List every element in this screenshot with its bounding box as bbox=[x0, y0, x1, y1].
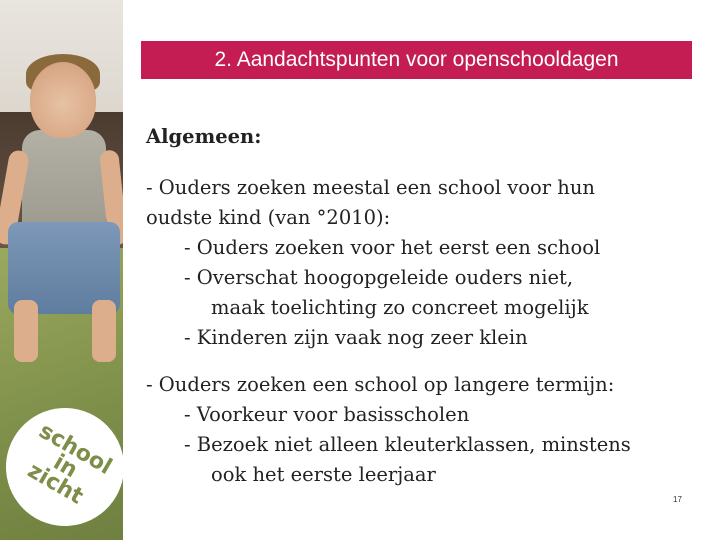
child-leg-shape bbox=[14, 300, 38, 362]
bullet-item: - Kinderen zijn vaak nog zeer klein bbox=[184, 326, 528, 349]
bullet-item: - Bezoek niet alleen kleuterklassen, minstens bbox=[184, 433, 631, 456]
child-face-shape bbox=[30, 62, 96, 138]
paragraph-line: - Ouders zoeken een school op langere termijn: bbox=[146, 373, 615, 396]
child-leg-shape bbox=[92, 300, 116, 362]
bullet-item: - Voorkeur voor basisscholen bbox=[184, 403, 470, 426]
slide-content bbox=[146, 122, 702, 490]
child-photo bbox=[0, 0, 123, 540]
bullet-continuation: maak toelichting zo concreet mogelijk bbox=[211, 296, 589, 319]
paragraph-line: - Ouders zoeken meestal een school voor hun bbox=[146, 176, 595, 199]
title-bar bbox=[141, 41, 692, 79]
bullet-item: - Overschat hoogopgeleide ouders niet, bbox=[184, 266, 574, 289]
section-heading: Algemeen: bbox=[146, 125, 262, 148]
bullet-continuation: ook het eerste leerjaar bbox=[211, 463, 436, 486]
slide-title: 2. Aandachtspunten voor openschooldagen bbox=[214, 48, 619, 71]
child-shirt-shape bbox=[22, 130, 106, 230]
paragraph-gap bbox=[146, 353, 702, 370]
paragraph-line: oudste kind (van °2010): bbox=[146, 206, 391, 229]
page-number: 17 bbox=[673, 495, 682, 504]
logo-text: school in zicht bbox=[23, 418, 116, 510]
bullet-item: - Ouders zoeken voor het eerst een school bbox=[184, 236, 601, 259]
